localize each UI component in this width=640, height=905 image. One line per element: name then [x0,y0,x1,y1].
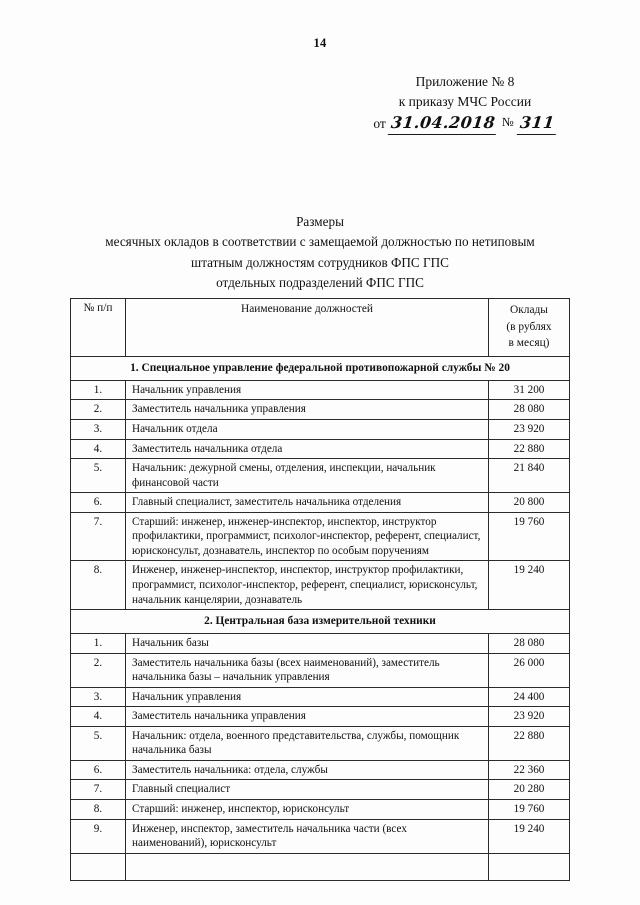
handwritten-date: 31.04.2018 [388,111,499,135]
title-line-4: отдельных подразделений ФПС ГПС [216,275,424,291]
row-salary: 20 800 [489,493,570,513]
row-position-name: Старший: инженер, инспектор, юрисконсульт [126,800,489,820]
row-number: 7. [71,780,126,800]
row-salary: 19 760 [489,512,570,561]
row-salary: 24 400 [489,687,570,707]
table-row [71,819,570,853]
header-cell-position-name: Наименование должностей [126,299,489,357]
row-salary: 20 280 [489,780,570,800]
row-position-name: Старший: инженер, инженер-инспектор, инспектор, инструктор профилактики, программист, психолог-инспектор, референт, специалист, юрисконсульт, дознаватель, инспектор по особым поручениям [126,512,489,561]
row-salary: 23 920 [489,419,570,439]
row-salary: 19 240 [489,819,570,853]
from-label: от [373,116,386,132]
table-row [71,459,570,493]
table-row [71,633,570,653]
table-head [71,299,570,357]
table-row [71,493,570,513]
row-position-name: Начальник: отдела, военного представительства, службы, помощник начальника базы [126,726,489,760]
appendix-line-2: к приказу МЧС России [398,93,532,109]
row-position-name: Заместитель начальника базы (всех наименований), заместитель начальника базы – начальник управления [126,653,489,687]
row-number: 9. [71,819,126,853]
table-row [71,760,570,780]
row-number: 3. [71,419,126,439]
table-section-heading-row [71,357,570,381]
title-line-3: штатным должностям сотрудников ФПС ГПС [191,254,449,270]
row-number: 8. [71,800,126,820]
row-salary: 31 200 [489,380,570,400]
table-row [71,726,570,760]
title-line-2: месячных окладов в соответствии с замещаемой должностью по нетиповым [105,234,535,250]
row-salary: 23 920 [489,707,570,727]
table-trailing-cell [126,853,489,880]
row-number: 2. [71,400,126,420]
row-salary: 28 080 [489,633,570,653]
table-section-heading: 1. Специальное управление федеральной противопожарной службы № 20 [71,357,570,381]
table-row [71,512,570,561]
row-position-name: Заместитель начальника управления [126,400,489,420]
row-number: 4. [71,707,126,727]
row-salary: 21 840 [489,459,570,493]
table-row [71,800,570,820]
row-position-name: Начальник управления [126,687,489,707]
table-header-row [71,299,570,357]
row-number: 1. [71,380,126,400]
header-cell-salary [489,299,570,357]
document-title [30,212,610,294]
row-salary: 22 880 [489,439,570,459]
row-position-name: Начальник управления [126,380,489,400]
appendix-date-line [340,111,590,135]
row-position-name: Главный специалист, заместитель начальника отделения [126,493,489,513]
header-cell-number: № п/п [71,299,126,357]
row-number: 7. [71,512,126,561]
row-number: 6. [71,493,126,513]
row-number: 2. [71,653,126,687]
title-line-1: Размеры [296,214,344,229]
row-number: 6. [71,760,126,780]
row-position-name: Начальник: дежурной смены, отделения, инспекции, начальник финансовой части [126,459,489,493]
page-number: 14 [313,36,327,50]
row-salary: 19 240 [489,561,570,610]
table-body [71,357,570,881]
header-salary-line-3: в месяц) [508,337,550,350]
appendix-line-1: Приложение № 8 [415,74,515,89]
table-trailing-cell [71,853,126,880]
table-section-heading-row [71,610,570,634]
row-salary: 22 880 [489,726,570,760]
handwritten-order-number: 311 [517,111,558,135]
row-number: 5. [71,459,126,493]
row-salary: 22 360 [489,760,570,780]
row-number: 4. [71,439,126,459]
table-trailing-row [71,853,570,880]
row-position-name: Главный специалист [126,780,489,800]
table-row [71,653,570,687]
appendix-block [340,72,590,135]
header-salary-line-1: Оклады [510,304,548,316]
salary-table [70,298,570,881]
row-number: 1. [71,633,126,653]
table-row [71,780,570,800]
row-number: 5. [71,726,126,760]
row-salary: 26 000 [489,653,570,687]
row-number: 8. [71,561,126,610]
table-row [71,419,570,439]
row-position-name: Начальник отдела [126,419,489,439]
row-position-name: Начальник базы [126,633,489,653]
row-position-name: Инженер, инспектор, заместитель начальника части (всех наименований), юрисконсульт [126,819,489,853]
header-salary-line-2: (в рублях [506,320,552,333]
row-salary: 28 080 [489,400,570,420]
row-position-name: Заместитель начальника управления [126,707,489,727]
table-row [71,400,570,420]
row-position-name: Инженер, инженер-инспектор, инспектор, инструктор профилактики, программист, психолог-инспектор, референт, специалист, юрисконсульт, начальник канцелярии, дознаватель [126,561,489,610]
table-row [71,380,570,400]
row-position-name: Заместитель начальника отдела [126,439,489,459]
table-row [71,687,570,707]
number-symbol: № [501,115,514,130]
row-number: 3. [71,687,126,707]
table-row [71,561,570,610]
row-salary: 19 760 [489,800,570,820]
row-position-name: Заместитель начальника: отдела, службы [126,760,489,780]
table-section-heading: 2. Центральная база измерительной техники [71,610,570,634]
table-row [71,439,570,459]
salary-table-container [70,298,570,881]
table-row [71,707,570,727]
table-trailing-cell [489,853,570,880]
